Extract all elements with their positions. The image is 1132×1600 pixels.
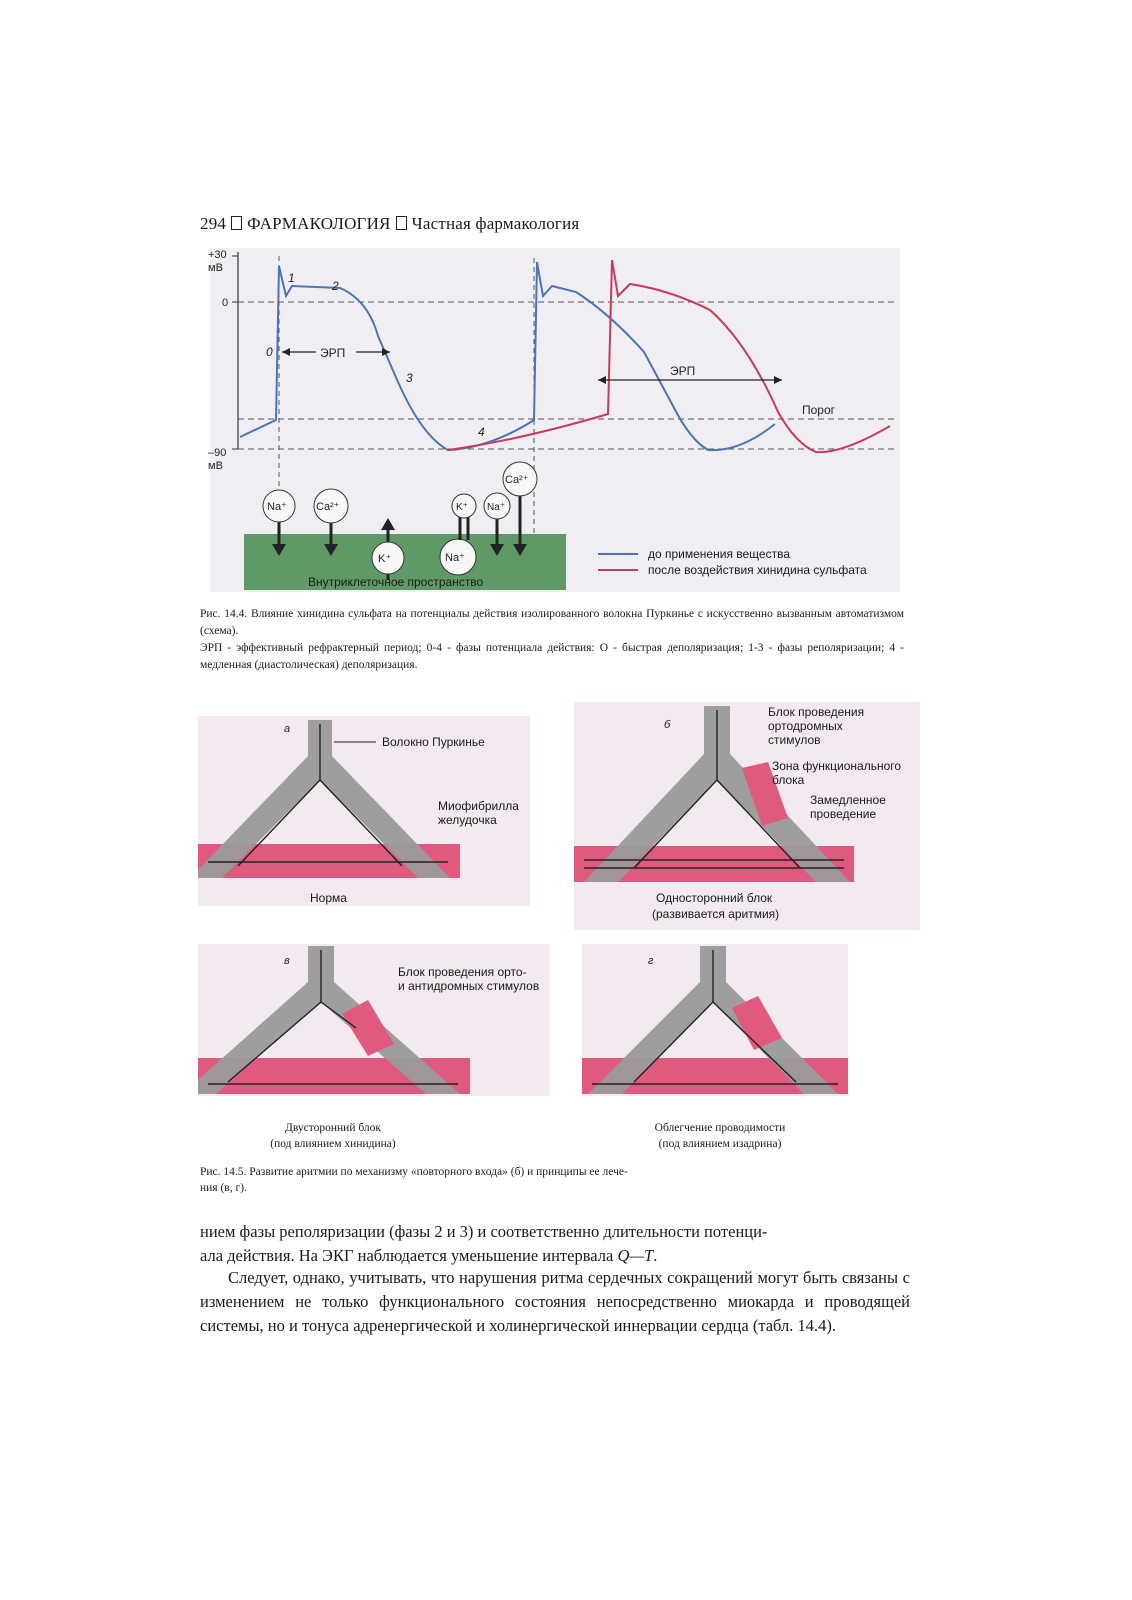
- body-p1-end: .: [653, 1246, 658, 1265]
- caption-14-5-line2: ния (в, г).: [200, 1182, 247, 1194]
- panel-v-bidirectional-block: [198, 944, 550, 1096]
- na-label: Na⁺: [267, 501, 287, 513]
- phase-0-label: 0: [266, 345, 273, 359]
- body-p1-line1: нием фазы реполяризации (фазы 2 и 3) и соответственно длительности потенци-: [200, 1222, 768, 1241]
- book-title: ФАРМАКОЛОГИЯ: [247, 214, 391, 233]
- caption-14-4-line2: ЭРП - эффективный рефрактерный период; 0-4 - фазы потенциала действия: О - быстрая деполяризация; 1-3 - фазы реполяризации; 4 - медленная (диастолическая) деполяризация.: [200, 642, 904, 671]
- zone-label-1: Зона функционального: [772, 759, 902, 773]
- b-caption-1: Односторонний блок: [656, 891, 773, 905]
- panel-b-unidirectional-block: [574, 702, 920, 930]
- panel-letter-g: г: [648, 955, 654, 967]
- separator-box-icon: [396, 216, 407, 230]
- page-number: 294: [200, 214, 227, 233]
- na-label-2: Na⁺: [445, 552, 465, 564]
- erp-label-2: ЭРП: [670, 364, 696, 378]
- g-caption-line2: (под влиянием изадрина): [658, 1138, 782, 1150]
- body-paragraph-1: [200, 1220, 910, 1268]
- block-label-2: ортодромных: [768, 719, 843, 733]
- legend-before: до применения вещества: [648, 547, 791, 561]
- block-label-1: Блок проведения: [768, 705, 865, 719]
- panel-letter-a: а: [284, 723, 291, 735]
- qt-interval: Q—T: [617, 1246, 654, 1265]
- running-header: [200, 214, 579, 234]
- separator-box-icon: [231, 216, 242, 230]
- y-bottom-label: –90: [208, 447, 227, 459]
- v-block-label-1: Блок проведения орто-: [398, 965, 527, 979]
- panel-a-norm: [198, 716, 530, 906]
- body-paragraph-2: Следует, однако, учитывать, что нарушения ритма сердечных сокращений могут быть связаны с изменением не только функционального состояния непосредственно миокарда и проводящей системы, но и тонуса адренергической и холинергической иннервации сердца (табл. 14.4).: [200, 1268, 910, 1335]
- ca-label: Ca²⁺: [316, 501, 340, 513]
- slow-label-2: проведение: [810, 807, 877, 821]
- intracellular-label: Внутриклеточное пространство: [308, 575, 484, 589]
- body-p1-line2: [200, 1244, 910, 1268]
- y-top-unit: мВ: [208, 262, 223, 274]
- v-caption-line1: Двусторонний блок: [285, 1122, 381, 1134]
- b-caption-2: (развивается аритмия): [652, 907, 780, 921]
- panel-letter-b: б: [664, 719, 671, 731]
- y-bottom-unit: мВ: [208, 460, 223, 472]
- action-potential-figure: [200, 244, 900, 592]
- section-title: Частная фармакология: [411, 214, 580, 233]
- v-block-label-2: и антидромных стимулов: [398, 979, 540, 993]
- figure-14-5-caption: [200, 1164, 760, 1196]
- caption-14-5-line1: Рис. 14.5. Развитие аритмии по механизму «повторного входа» (б) и принципы ее лече-: [200, 1166, 628, 1178]
- purkinje-label: Волокно Пуркинье: [382, 735, 485, 749]
- ca-label-2: Ca²⁺: [505, 474, 529, 486]
- phase-3-label: 3: [406, 371, 413, 385]
- k-label-2: K⁺: [456, 502, 468, 513]
- caption-14-4-line1: Рис. 14.4. Влияние хинидина сульфата на потенциалы действия изолированного волокна Пуркинье с искусственно вызванным автоматизмом (схема).: [200, 608, 904, 637]
- na-label-3: Na⁺: [487, 502, 506, 513]
- body-p1-text: ала действия. На ЭКГ наблюдается уменьшение интервала: [200, 1246, 618, 1265]
- phase-1-label: 1: [288, 271, 295, 285]
- panel-letter-v: в: [284, 955, 290, 967]
- myofibril-label-2: желудочка: [438, 813, 497, 827]
- zone-label-2: блока: [772, 773, 805, 787]
- block-label-3: стимулов: [768, 733, 821, 747]
- phase-4-label: 4: [478, 425, 485, 439]
- y-top-label: +30: [208, 249, 227, 261]
- legend-after: после воздействия хинидина сульфата: [648, 563, 867, 577]
- k-label: K⁺: [378, 553, 392, 565]
- v-caption-line2: (под влиянием хинидина): [270, 1138, 396, 1150]
- threshold-label: Порог: [802, 403, 836, 417]
- norm-label: Норма: [310, 891, 347, 905]
- figure-14-4-caption: [200, 606, 904, 674]
- g-caption: [632, 1120, 808, 1152]
- myofibril-label-1: Миофибрилла: [438, 799, 519, 813]
- g-caption-line1: Облегчение проводимости: [654, 1122, 786, 1134]
- erp-label-1: ЭРП: [320, 346, 346, 360]
- phase-2-label: 2: [332, 279, 339, 293]
- y-zero-label: 0: [222, 297, 229, 309]
- panel-g-improved-conduction: [582, 944, 848, 1096]
- slow-label-1: Замедленное: [810, 793, 886, 807]
- v-caption: [258, 1120, 408, 1152]
